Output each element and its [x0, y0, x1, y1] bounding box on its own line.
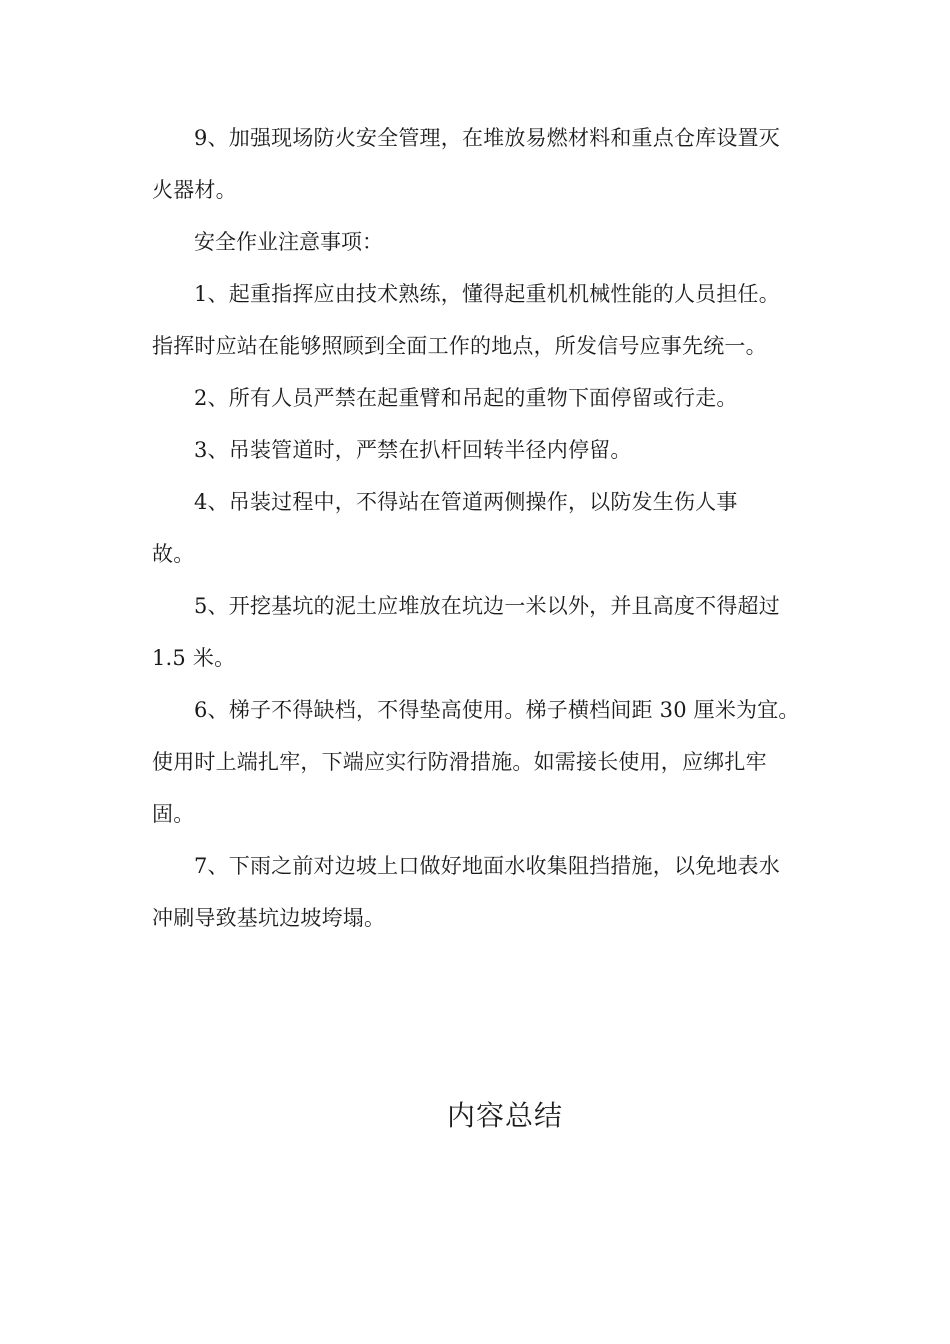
paragraph-fire-safety: 9、加强现场防火安全管理，在堆放易燃材料和重点仓库设置灭火器材。 — [152, 126, 780, 202]
paragraph-item-2: 2、所有人员严禁在起重臂和吊起的重物下面停留或行走。 — [194, 386, 738, 410]
section-heading-safety-notes: 安全作业注意事项： — [194, 230, 383, 254]
document-body — [152, 112, 802, 944]
paragraph-item-4: 4、吊装过程中，不得站在管道两侧操作，以防发生伤人事故。 — [152, 490, 738, 566]
paragraph-item-3: 3、吊装管道时，严禁在扒杆回转半径内停留。 — [194, 438, 632, 462]
summary-title: 内容总结 — [446, 1099, 563, 1132]
paragraph-item-1: 1、起重指挥应由技术熟练，懂得起重机机械性能的人员担任。指挥时应站在能够照顾到全面工作的地点，所发信号应事先统一。 — [152, 282, 780, 358]
paragraph-item-5: 5、开挖基坑的泥土应堆放在坑边一米以外，并且高度不得超过 1.5 米。 — [152, 594, 780, 670]
paragraph-item-7: 7、下雨之前对边坡上口做好地面水收集阻挡措施，以免地表水冲刷导致基坑边坡垮塌。 — [152, 854, 780, 930]
paragraph-item-6: 6、梯子不得缺档，不得垫高使用。梯子横档间距 30 厘米为宜。使用时上端扎牢，下端应实行防滑措施。如需接长使用，应绑扎牢固。 — [152, 698, 800, 826]
